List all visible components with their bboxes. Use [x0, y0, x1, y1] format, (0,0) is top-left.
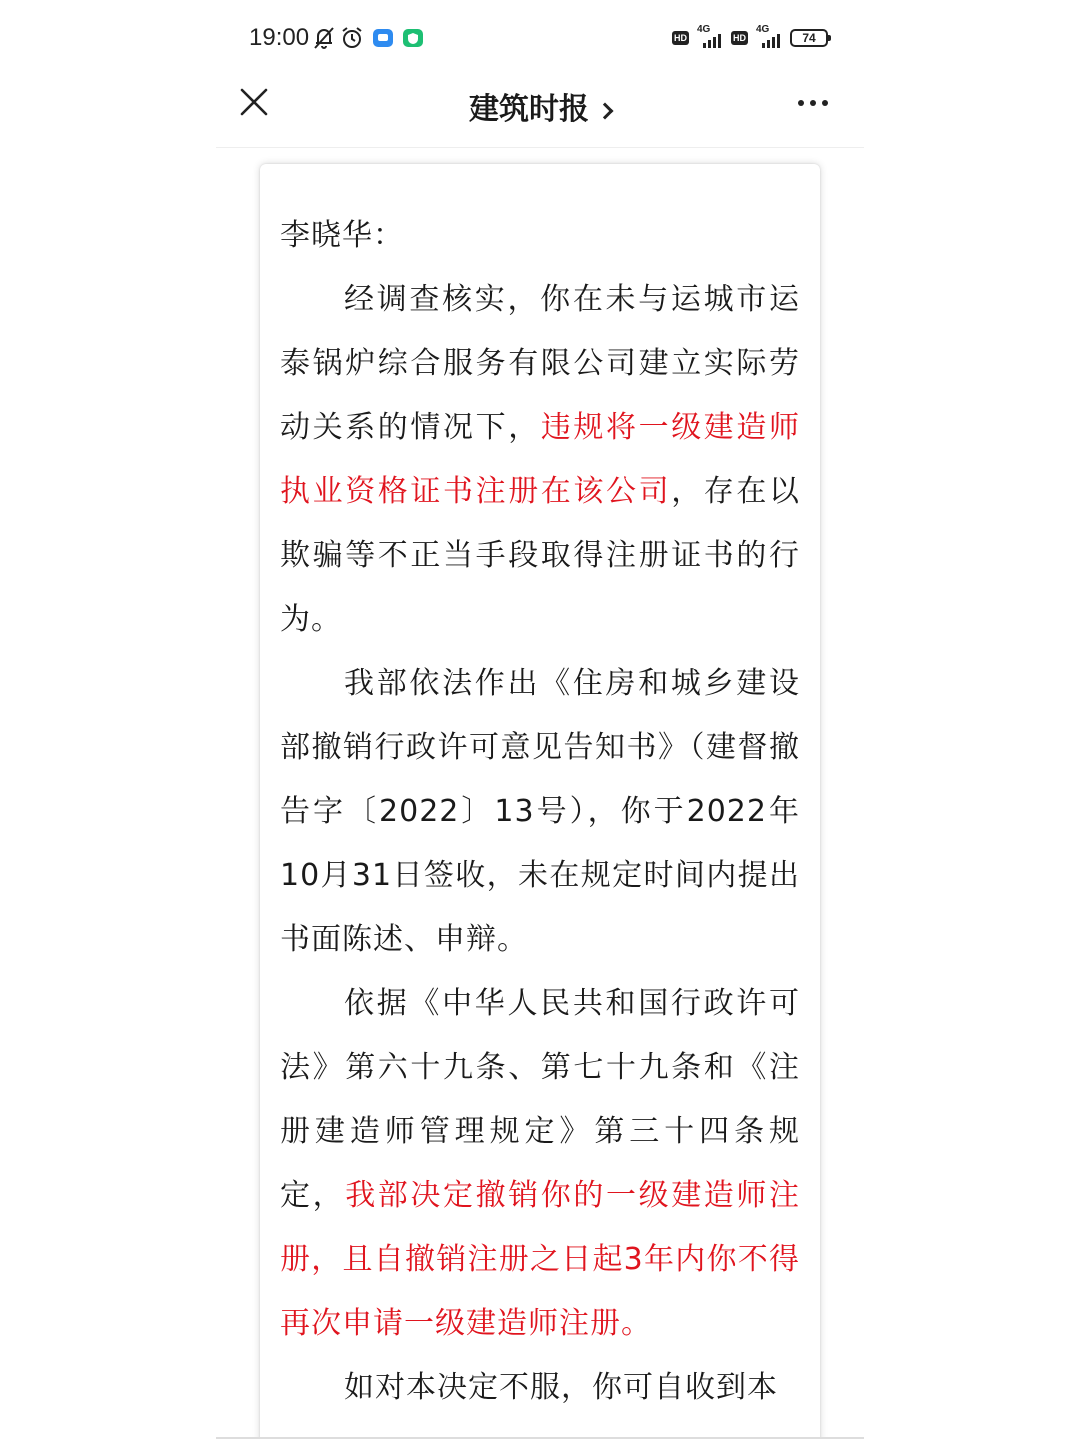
- more-options-icon[interactable]: [798, 100, 828, 106]
- nav-bar: [216, 76, 864, 148]
- status-right-group: [672, 26, 828, 50]
- account-title-link[interactable]: [216, 84, 864, 128]
- paragraph-1-text-end: ，存在以欺骗等不正当手段取得注册证书的行为。: [280, 474, 801, 637]
- page-title: 建筑时报: [469, 92, 589, 127]
- paragraph-3-highlight: 我部决定撤销你的一级建造师注册，且自撤销注册之日起3年内你不得再次申请一级建造师注册。: [280, 1178, 801, 1341]
- network-type: 4G: [756, 24, 770, 35]
- salutation: 李晓华：: [280, 218, 404, 253]
- document-body: [280, 204, 800, 1420]
- status-time: 19:00: [249, 24, 310, 51]
- paragraph-3: [280, 972, 800, 1356]
- status-bar: [216, 0, 864, 76]
- signal-icon: [695, 26, 725, 50]
- security-app-icon: [402, 25, 424, 51]
- paragraph-1: [280, 268, 800, 652]
- hd-badge: HD: [733, 33, 746, 43]
- document-card: [260, 164, 820, 1439]
- battery-icon: [790, 29, 828, 47]
- paragraph-4: 如对本决定不服，你可自收到本: [344, 1370, 778, 1405]
- battery-level: 74: [802, 31, 816, 45]
- paragraph-1-text: 经调查核实，你在未与运城市运泰锅炉综合服务有限公司建立实际劳动关系的情况下，: [280, 282, 800, 445]
- phone-screen: [216, 0, 864, 1439]
- network-type: 4G: [697, 24, 711, 35]
- paragraph-2: 我部依法作出《住房和城乡建设部撤销行政许可意见告知书》（建督撤告字〔2022〕13号），你于2022年10月31日签收，未在规定时间内提出书面陈述、申辩。: [280, 666, 800, 957]
- hd-badge: HD: [674, 33, 687, 43]
- app-notification-icon: [372, 25, 394, 51]
- paragraph-3-text: 依据《中华人民共和国行政许可法》第六十九条、第七十九条和《注册建造师管理规定》第三十四条规定，: [280, 986, 800, 1213]
- mute-bell-icon: [312, 25, 336, 51]
- signal-icon: [754, 26, 784, 50]
- paragraph-1-highlight: 违规将一级建造师执业资格证书注册在该公司: [280, 410, 801, 509]
- alarm-clock-icon: [340, 25, 364, 51]
- chevron-right-icon: [597, 102, 614, 119]
